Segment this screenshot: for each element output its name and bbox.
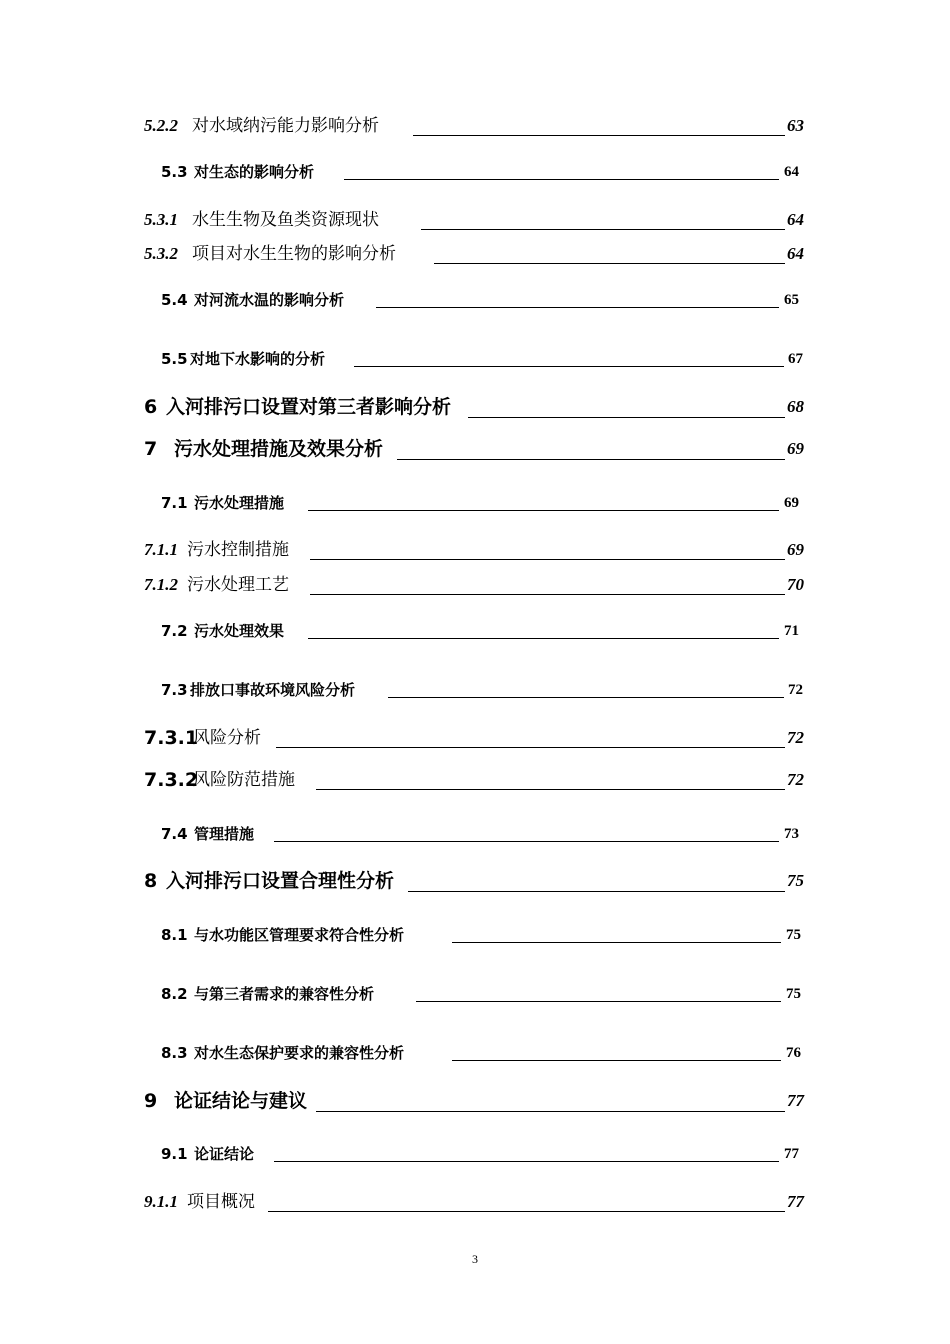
toc-entry[interactable] (0, 723, 950, 753)
toc-page: 72 (787, 770, 804, 789)
toc-number: 5.5 (161, 350, 188, 368)
toc-entry[interactable] (0, 488, 950, 518)
toc-number: 7.2 (161, 622, 188, 640)
toc-number: 8.3 (161, 1044, 188, 1062)
toc-leader (397, 459, 785, 460)
toc-entry[interactable] (0, 111, 950, 141)
toc-leader (268, 1211, 785, 1212)
toc-entry[interactable] (0, 344, 950, 374)
toc-leader (274, 841, 779, 842)
toc-title: 项目对水生生物的影响分析 (192, 244, 396, 264)
toc-page: 75 (786, 927, 801, 943)
toc-number: 7.1 (161, 494, 188, 512)
toc-entry[interactable] (0, 1139, 950, 1169)
toc-entry[interactable] (0, 979, 950, 1009)
toc-number: 6 (144, 396, 158, 418)
toc-number: 7 (144, 438, 158, 460)
toc-number: 5.2.2 (144, 116, 178, 135)
toc-page: 70 (787, 575, 804, 594)
toc-page: 64 (787, 244, 804, 263)
toc-title: 污水处理工艺 (187, 575, 289, 595)
toc-leader (310, 559, 785, 560)
toc-leader (310, 594, 785, 595)
toc-number: 8.2 (161, 985, 188, 1003)
toc-leader (413, 135, 785, 136)
toc-leader (376, 307, 779, 308)
toc-leader (308, 638, 779, 639)
toc-page: 76 (786, 1045, 801, 1061)
toc-leader (452, 942, 781, 943)
toc-page: 72 (788, 682, 803, 698)
toc-leader (421, 229, 785, 230)
toc-leader (434, 263, 785, 264)
toc-number: 7.4 (161, 825, 188, 843)
toc-title: 污水处理措施 (194, 494, 285, 512)
toc-leader (354, 366, 784, 367)
toc-number: 7.1.1 (144, 540, 178, 559)
toc-entry[interactable] (0, 392, 950, 422)
toc-page: 75 (786, 986, 801, 1002)
toc-number: 9 (144, 1090, 158, 1112)
toc-number: 5.3.1 (144, 210, 178, 229)
toc-page: 77 (787, 1192, 804, 1211)
toc-page: 72 (787, 728, 804, 747)
toc-entry[interactable] (0, 866, 950, 896)
toc-title: 污水处理措施及效果分析 (174, 438, 384, 460)
toc-leader (276, 747, 785, 748)
toc-title: 对水生态保护要求的兼容性分析 (194, 1044, 405, 1062)
toc-page: 64 (784, 164, 799, 180)
toc-entry[interactable] (0, 920, 950, 950)
toc-entry[interactable] (0, 1086, 950, 1116)
toc-leader (408, 891, 785, 892)
toc-number: 9.1 (161, 1145, 188, 1163)
toc-leader (416, 1001, 781, 1002)
toc-entry[interactable] (0, 1187, 950, 1217)
toc-page: 69 (787, 439, 804, 458)
toc-number: 7.3.2 (144, 769, 199, 791)
toc-number: 8 (144, 870, 158, 892)
toc-leader (452, 1060, 781, 1061)
toc-number: 7.3 (161, 681, 188, 699)
toc-title: 对地下水影响的分析 (190, 350, 326, 368)
toc-leader (316, 1111, 785, 1112)
toc-title: 入河排污口设置合理性分析 (166, 870, 395, 892)
toc-title: 排放口事故环境风险分析 (190, 681, 356, 699)
toc-entry[interactable] (0, 570, 950, 600)
toc-title: 项目概况 (187, 1192, 255, 1212)
toc-page: 69 (784, 495, 799, 511)
toc-entry[interactable] (0, 239, 950, 269)
toc-number: 5.3.2 (144, 244, 178, 263)
toc-page: 65 (784, 292, 799, 308)
toc-entry[interactable] (0, 285, 950, 315)
toc-title: 对生态的影响分析 (194, 163, 315, 181)
toc-title: 论证结论与建议 (174, 1090, 308, 1112)
toc-leader (316, 789, 785, 790)
toc-entry[interactable] (0, 205, 950, 235)
toc-title: 管理措施 (194, 825, 255, 843)
toc-number: 7.3.1 (144, 727, 199, 749)
toc-leader (468, 417, 785, 418)
toc-title: 风险分析 (193, 728, 261, 748)
toc-title: 水生生物及鱼类资源现状 (192, 210, 379, 230)
toc-title: 风险防范措施 (193, 770, 295, 790)
toc-page: 71 (784, 623, 799, 639)
toc-entry[interactable] (0, 765, 950, 795)
toc-entry[interactable] (0, 819, 950, 849)
toc-entry[interactable] (0, 434, 950, 464)
toc-title: 对水域纳污能力影响分析 (192, 116, 379, 136)
toc-title: 污水控制措施 (187, 540, 289, 560)
toc-entry[interactable] (0, 675, 950, 705)
toc-page: 68 (787, 397, 804, 416)
toc-number: 8.1 (161, 926, 188, 944)
toc-page: 64 (787, 210, 804, 229)
toc-title: 与水功能区管理要求符合性分析 (194, 926, 405, 944)
toc-leader (388, 697, 784, 698)
toc-title: 入河排污口设置对第三者影响分析 (166, 396, 452, 418)
toc-title: 论证结论 (194, 1145, 255, 1163)
toc-leader (274, 1161, 779, 1162)
toc-number: 5.4 (161, 291, 188, 309)
toc-leader (344, 179, 779, 180)
toc-number: 9.1.1 (144, 1192, 178, 1211)
toc-page: 77 (787, 1091, 804, 1110)
toc-page: 67 (788, 351, 803, 367)
toc-number: 5.3 (161, 163, 188, 181)
toc-page: 77 (784, 1146, 799, 1162)
toc-title: 对河流水温的影响分析 (194, 291, 345, 309)
page-number: 3 (472, 1252, 478, 1266)
toc-entry[interactable] (0, 535, 950, 565)
toc-number: 7.1.2 (144, 575, 178, 594)
toc-title: 与第三者需求的兼容性分析 (194, 985, 375, 1003)
toc-page: 75 (787, 871, 804, 890)
toc-leader (308, 510, 779, 511)
toc-page: 69 (787, 540, 804, 559)
toc-entry[interactable] (0, 616, 950, 646)
toc-title: 污水处理效果 (194, 622, 285, 640)
toc-entry[interactable] (0, 157, 950, 187)
toc-entry[interactable] (0, 1038, 950, 1068)
toc-page: 63 (787, 116, 804, 135)
toc-page: 73 (784, 826, 799, 842)
